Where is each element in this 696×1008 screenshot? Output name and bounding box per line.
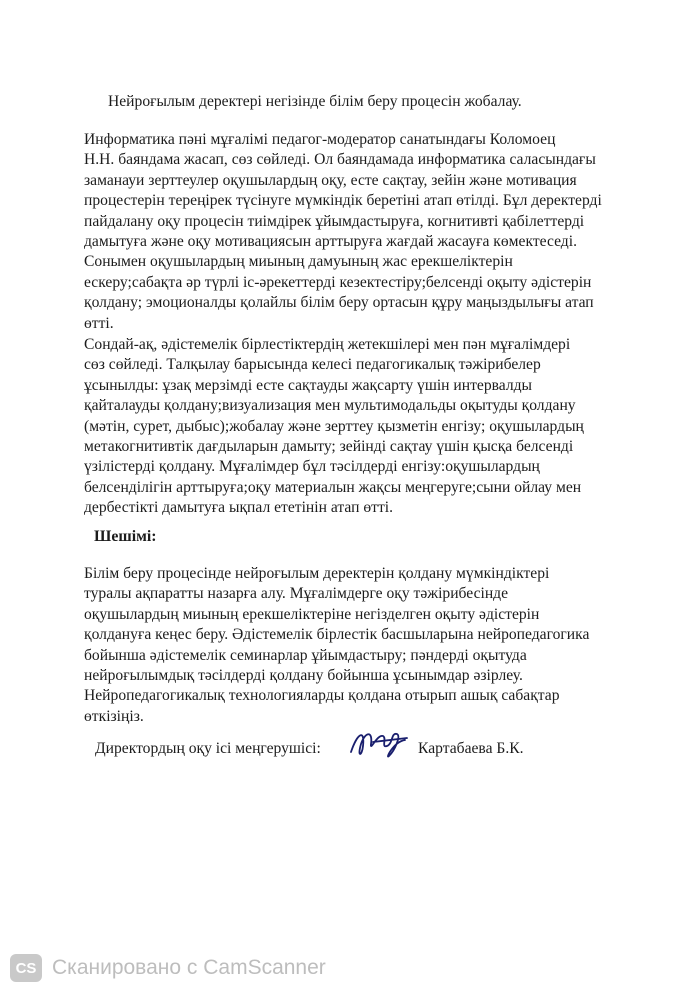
handwritten-signature-icon (343, 722, 415, 766)
camscanner-watermark (10, 950, 326, 986)
camscanner-logo-icon: CS (10, 954, 42, 982)
signatory-name: Картабаева Б.К. (418, 740, 524, 757)
signature-block (95, 734, 655, 774)
paragraph-decision: Білім беру процесінде нейроғылым деректерін қолдану мүмкіндіктері туралы ақпаратты назарға алу. Мұғалімдерге оқу тәжірибесінде оқушылардың миының ерекшеліктеріне негізделген оқыту әдістерін қолдануға кеңес беру. Әдістемелік бірлестік басшыларына нейропедагогика бойынша әдістемелік семинарлар ұйымдастыру; пәндерді оқытуда нейроғылымдық тәсілдерді қолдану бойынша ұсынымдар әзірлеу. Нейропедагогикалық технологияларды қолдана отырып ашық сабақтар өткізіңіз. (84, 565, 590, 725)
paragraph-discussion: Сондай-ақ, әдістемелік бірлестіктердің жетекшілері мен пән мұғалімдері сөз сөйледі. Талқылау барысында келесі педагогикалық тәжірибелер ұсынылды: ұзақ мерзімді есте сақтауды жақсарту үшін интервалды қайталауды қолдану;визуализация мен мультимодальды оқытуды қолдану (мәтін, сурет, дыбыс);жобалау және зерттеу қызметін енгізу; оқушылардың метакогнитивтік дағдыларын дамыту; зейінді сақтау үшін қысқа белсенді үзілістерді қолдану. Мұғалімдер бұл тәсілдерді енгізу:оқушылардың белсенділігін арттыруға;оқу материалын жақсы меңгеруге;сыни ойлау мен дербестікті дамытуға ықпал ететінін атап өтті. (84, 336, 584, 517)
signatory-role: Директордың оқу ісі меңгерушісі: (95, 740, 321, 757)
paragraph-report: Информатика пәні мұғалімі педагог-модератор санатындағы Коломоец Н.Н. баяндама жасап, сөз сөйледі. Ол баяндамада информатика саласындағы заманауи зерттеулер оқушылардың оқу, есте сақтау, зейін және мотивация процестерін тереңірек түсінуге мүмкіндік беретіні атап өтілді. Бұл деректерді пайдалану оқу процесін тиімдірек ұйымдастыруға, когнитивті қабілеттерді дамытуға және оқу мотивациясын арттыруға жағдай жасауға көмектеседі. Сонымен оқушылардың миының дамуының жас ерекшеліктерін ескеру;сабақта әр түрлі іс-әрекеттерді кезектестіру;белсенді оқыту әдістерін қолдану; эмоционалды қолайлы білім беру ортасын құру маңыздылығы атап өтті. (84, 131, 602, 332)
decision-label: Шешімі: (94, 528, 157, 545)
camscanner-text: Сканировано с CamScanner (52, 956, 326, 979)
document-heading: Нейроғылым деректері негізінде білім беру процесін жобалау. (108, 93, 522, 110)
